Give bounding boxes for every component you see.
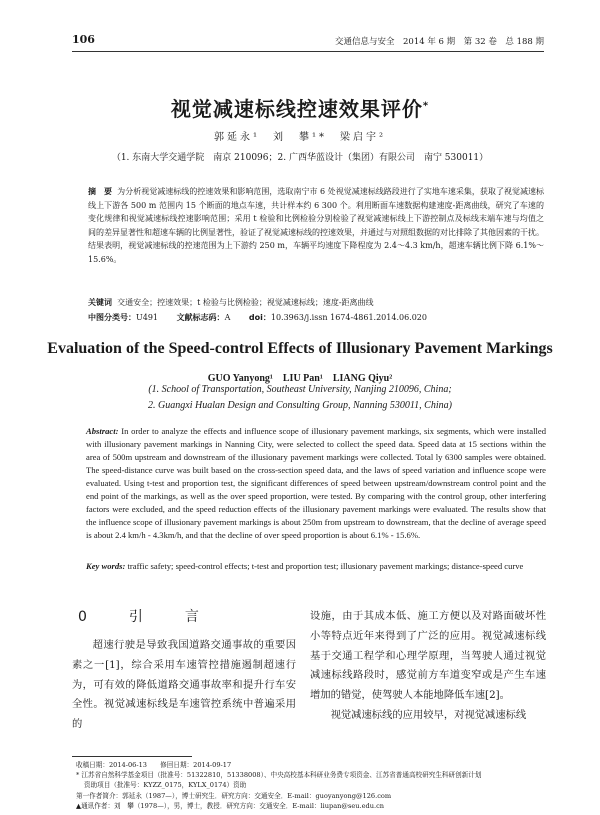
doi-label: doi： [248,313,271,322]
authors-english: GUO Yanyong¹ LIU Pan¹ LIANG Qiyu² [207,373,393,384]
footnote-received: 收稿日期：2014-06-13 修回日期：2014-09-17 [76,761,232,769]
classification-row [88,312,548,323]
footnote-funding: * 江苏省自然科学基金项目（批准号：51322810，51338008）、中央高校基本科研业务费专项资金、江苏省普通高校研究生科研创新计划 [76,771,482,780]
header-rule [72,51,544,52]
abstract-chinese-label: 摘 要 [88,187,113,196]
clc-label: 中图分类号： [88,313,136,322]
clc-value: U491 [136,313,159,322]
keywords-chinese [88,296,544,309]
doi-value: 10.3963/j.issn 1674-4861.2014.06.020 [270,313,427,322]
title-english: Evaluation of the Speed-control Effects of Illusionary Pavement Markings [47,340,553,357]
body-right-column [310,607,546,726]
affiliation-english-2: 2. Guangxi Hualan Design and Consulting Group, Nanning 530011, China) [148,400,452,411]
footnote-corresponding-author: ▲通讯作者：刘 攀（1978—），男，博士，教授．研究方向：交通安全．E-mail：liupan@seu.edu.cn [76,801,385,810]
intro-paragraph-right-2: 视觉减速标线的应用较早，对视觉减速标线 [330,708,527,721]
abstract-chinese [88,185,544,266]
footnote-funding-cont: 资助项目（批准号：KYZZ_0175，KYLX_0174）资助 [84,781,247,790]
page-number: 106 [72,33,95,46]
affiliations-chinese: （1. 东南大学交通学院 南京 210096；2. 广西华蓝设计（集团）有限公司 南宁 530011） [111,153,489,163]
affiliation-english-1: (1. School of Transportation, Southeast University, Nanjing 210096, China; [148,384,452,395]
doc-code-label: 文献标志码： [176,313,225,322]
abstract-english-label: Abstract: [86,426,119,436]
section-heading-introduction: 0 引 言 [78,609,213,625]
body-left-column [72,606,296,735]
abstract-english [86,425,546,542]
keywords-english-text: traffic safety; speed-control effects; t-test and proportion test; illusionary pavement markings; distance-speed curve [127,561,524,571]
doc-code-value: A [224,313,231,322]
footnote-rule [72,756,192,757]
abstract-chinese-text: 为分析视觉减速标线的控速效果和影响范围，选取南宁市 6 处视觉减速标线路段进行了实地车速采集，获取了视觉减速标线上下游各 500 m 范围内 15 个断面的地点车速，共计样本约 6 300 个。利用断面车速数据构建速度-距离曲线，研究了车速的变化规律和视觉减速标线控速影响范围；采用 t 检验和比例检验分别检验了视觉减速标线上下游控制点及标线末端车速与均值之间的差异显著性和超速车辆的比例显著性，验证了视觉减速标线的控速效果，并通过与对照组数据的对比排除了其他因素的干扰。结果表明，视觉减速标线的控速范围为上下游约 250 m，车辆平均速度下降程度为 2.4～4.3 km/h，超速车辆比例下降 6.1%～15.6%。 [88,187,545,264]
keywords-chinese-label: 关键词 [88,298,112,307]
footnotes [76,760,546,811]
keywords-english [86,560,546,573]
intro-paragraph-left: 超速行驶是导致我国道路交通事故的重要因素之一[1]，综合采用车速管控措施遏制超速行为，可有效的降低道路交通事故率和提升行车安全性。视觉减速标线是车速管控系统中普遍采用的 [72,639,296,731]
keywords-english-label: Key words: [86,561,126,571]
authors-chinese: 郭延永¹ 刘 攀¹* 梁启宇² [213,132,387,143]
abstract-english-text: In order to analyze the effects and influence scope of illusionary pavement markings, six segments, which were installed with illusionary pavement markings in Nanning City, were selected to collect the speed data. Speed data at 15 sections within the area of 500m upstream and downstream of the illusionary pavement markings were collected. Total ly 6300 samples were obtained. The speed-distance curve was built based on the cross-section speed data, and the laws of speed variation and influence scope were evaluated. Using t-test and proportion test, the significant differences of speed between upstream/downstream control point and the end point of the markings, as well as the over speed proportion, were tested. By comparing with the control group, other interfering factors were excluded, and the speed reduction effects of the illusionary pavement markings were evaluated. The results show that the influence scope of illusionary pavement markings is about 250m from upstream to downstream, that the decline of average speed is about 2.4 km/h - 4.3km/h, and that the decline of over speed proportion is about 6.1% - 15.6%. [86,426,546,540]
title-chinese: 视觉减速标线控速效果评价* [170,97,430,121]
journal-running-header: 交通信息与安全 2014 年 6 期 第 32 卷 总 188 期 [335,37,544,47]
footnote-first-author: 第一作者简介：郭延永（1987—），博士研究生．研究方向：交通安全．E-mail：guoyanyong@126.com [76,791,392,800]
keywords-chinese-text: 交通安全；控速效果；t 检验与比例检验；视觉减速标线；速度-距离曲线 [117,298,374,307]
intro-paragraph-right-1: 设施，由于其成本低、施工方便以及对路面破坏性小等特点近年来得到了广泛的应用。视觉减速标线基于交通工程学和心理学原理，当驾驶人通过视觉减速标线路段时，感觉前方车道变窄或是产生车速增加的错觉，使驾驶人本能地降低车速[2]。 [310,610,546,702]
